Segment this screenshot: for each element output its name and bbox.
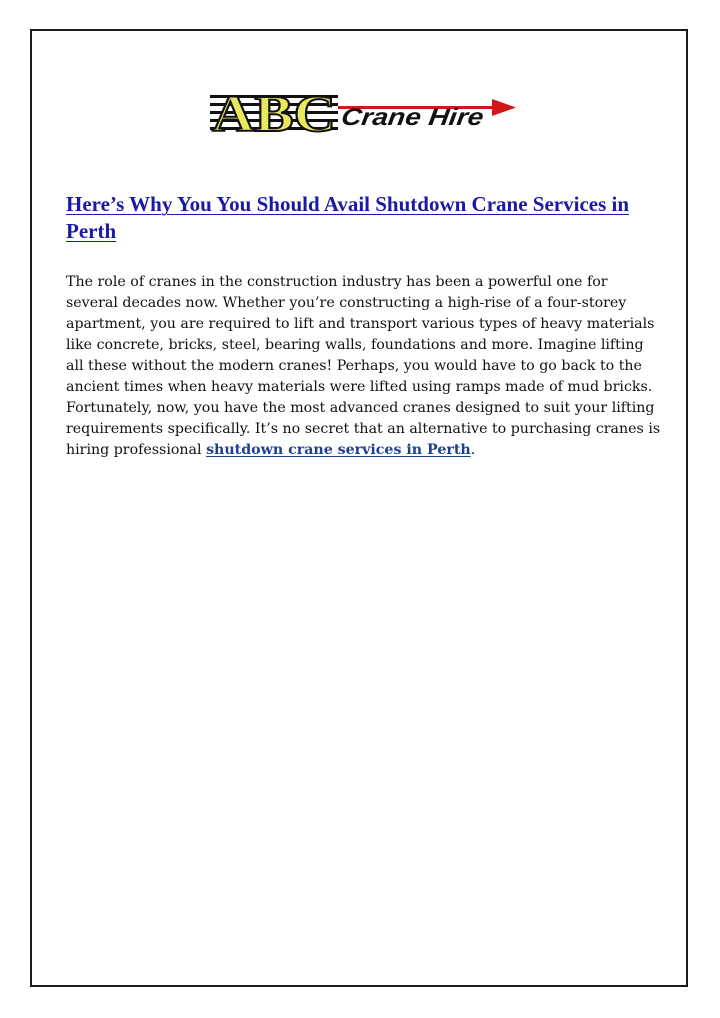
article-trailing: . xyxy=(470,442,476,458)
logo-letters: ABC xyxy=(212,86,336,137)
document-page xyxy=(30,29,688,987)
logo-graphic xyxy=(210,85,520,137)
article-body-text: The role of cranes in the construction industry has been a powerful one for several decades now. Whether you’re constructing a high-rise of a four-storey apartment, you are required to lift and transport various types of heavy materials like concrete, bricks, steel, bearing walls, foundations and more. Imagine lifting all these without the modern cranes! Perhaps, you would have to go back to the ancient times when heavy materials were lifted using ramps made of mud bricks. Fortunately, now, you have the most advanced cranes designed to suit your lifting requirements specifically. It’s no secret that an alternative to purchasing cranes is hiring professional xyxy=(66,274,661,458)
shutdown-crane-link[interactable]: shutdown crane services in Perth xyxy=(206,442,471,458)
article-body xyxy=(66,272,662,461)
logo-tagline: Crane Hire xyxy=(339,104,465,131)
company-logo xyxy=(210,85,520,137)
article-title[interactable]: Here’s Why You You Should Avail Shutdown Crane Services in Perth xyxy=(66,192,630,243)
